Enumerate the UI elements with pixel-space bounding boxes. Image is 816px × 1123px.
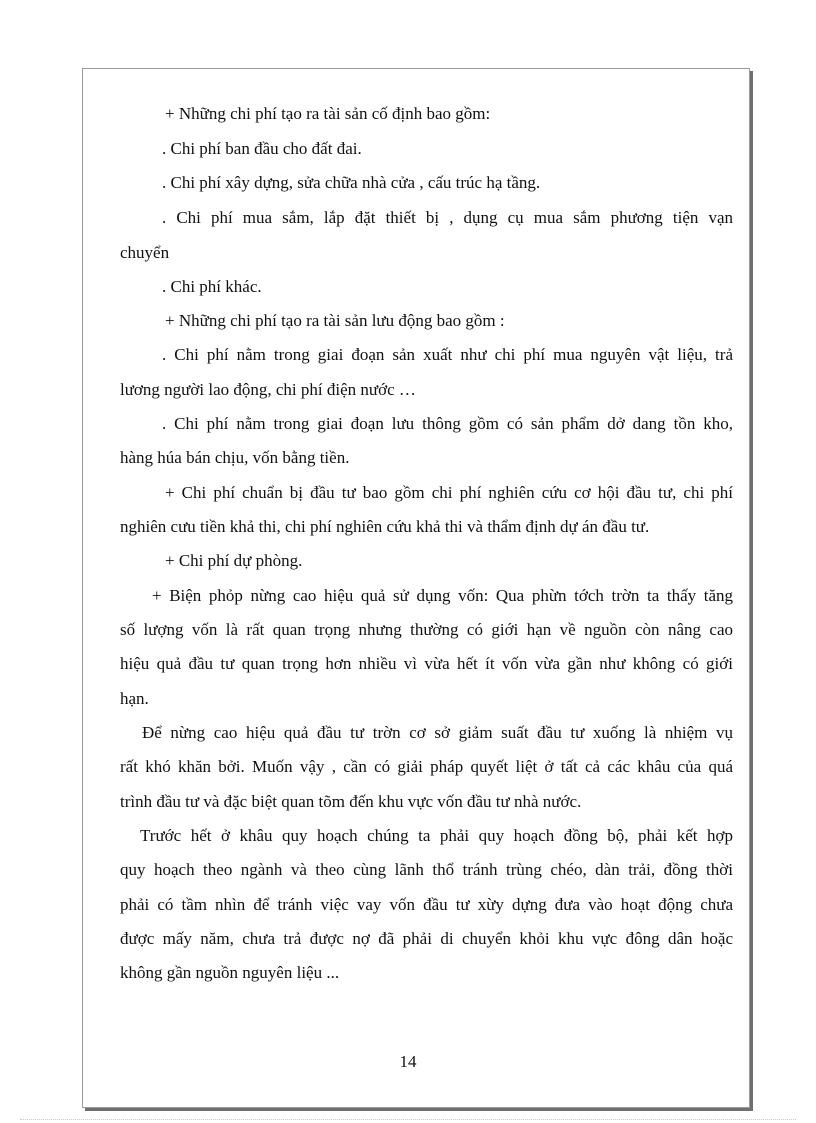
text-line: lương người lao động, chi phí điện nước … [120, 380, 416, 399]
text-line: được mấy năm, chưa trả được nợ đã phải di chuyển khỏi khu vực đông dân hoặc [120, 929, 733, 948]
text-line: . Chi phí ban đầu cho đất đai. [162, 139, 362, 158]
text-line: hiệu quả đầu tư quan trọng hơn nhiều vì vừa hết ít vốn vừa gần như không có giới [120, 654, 733, 673]
text-line: Trước hết ở khâu quy hoạch chúng ta phải quy hoạch đồng bộ, phải kết hợp [140, 826, 733, 845]
text-line: . Chi phí khác. [162, 277, 262, 296]
text-line: . Chi phí nằm trong giai đoạn sản xuất như chi phí mua nguyên vật liệu, trả [162, 345, 733, 364]
text-line: rất khó khăn bởi. Muốn vậy , cần có giải pháp quyết liệt ở tất cả các khâu của quá [120, 757, 733, 776]
text-line: quy hoạch theo ngành và theo cùng lãnh thổ tránh trùng chéo, dàn trải, đồng thời [120, 860, 733, 879]
text-line: phải có tầm nhìn để tránh việc vay vốn đầu tư xừy dựng đưa vào hoạt động chưa [120, 895, 733, 914]
text-line: chuyển [120, 243, 170, 262]
text-line: trình đầu tư và đặc biệt quan tõm đến khu vực vốn đầu tư nhà nước. [120, 792, 582, 811]
text-line: nghiên cưu tiền khả thi, chi phí nghiên cứu khả thi và thẩm định dự án đầu tư. [120, 517, 650, 536]
text-line: . Chi phí xây dựng, sửa chữa nhà cửa , cấu trúc hạ tầng. [162, 173, 541, 192]
text-line: . Chi phí nằm trong giai đoạn lưu thông gồm có sản phẩm dở dang tồn kho, [162, 414, 733, 433]
text-line: số lượng vốn là rất quan trọng nhưng thường có giới hạn về nguồn còn nâng cao [120, 620, 733, 639]
text-line: Để nừng cao hiệu quả đầu tư trờn cơ sở giảm suất đầu tư xuống là nhiệm vụ [142, 723, 733, 742]
page-number: 14 [399, 1052, 417, 1071]
text-line: hàng húa bán chịu, vốn bằng tiền. [120, 448, 350, 467]
bottom-divider [20, 1119, 796, 1120]
text-line: hạn. [120, 689, 149, 708]
text-line: + Chi phí dự phòng. [165, 551, 303, 570]
text-line: + Những chi phí tạo ra tài sản lưu động bao gồm : [165, 311, 505, 330]
text-line: . Chi phí mua sắm, lắp đặt thiết bị , dụng cụ mua sắm phương tiện vạn [162, 208, 733, 227]
text-line: + Biện phỏp nừng cao hiệu quả sử dụng vốn: Qua phừn tớch trờn ta thấy tăng [152, 586, 733, 605]
text-line: không gần nguồn nguyên liệu ... [120, 963, 340, 982]
text-line: + Những chi phí tạo ra tài sản cố định bao gồm: [165, 104, 491, 123]
text-line: + Chi phí chuẩn bị đầu tư bao gồm chi phí nghiên cứu cơ hội đầu tư, chi phí [165, 483, 733, 502]
